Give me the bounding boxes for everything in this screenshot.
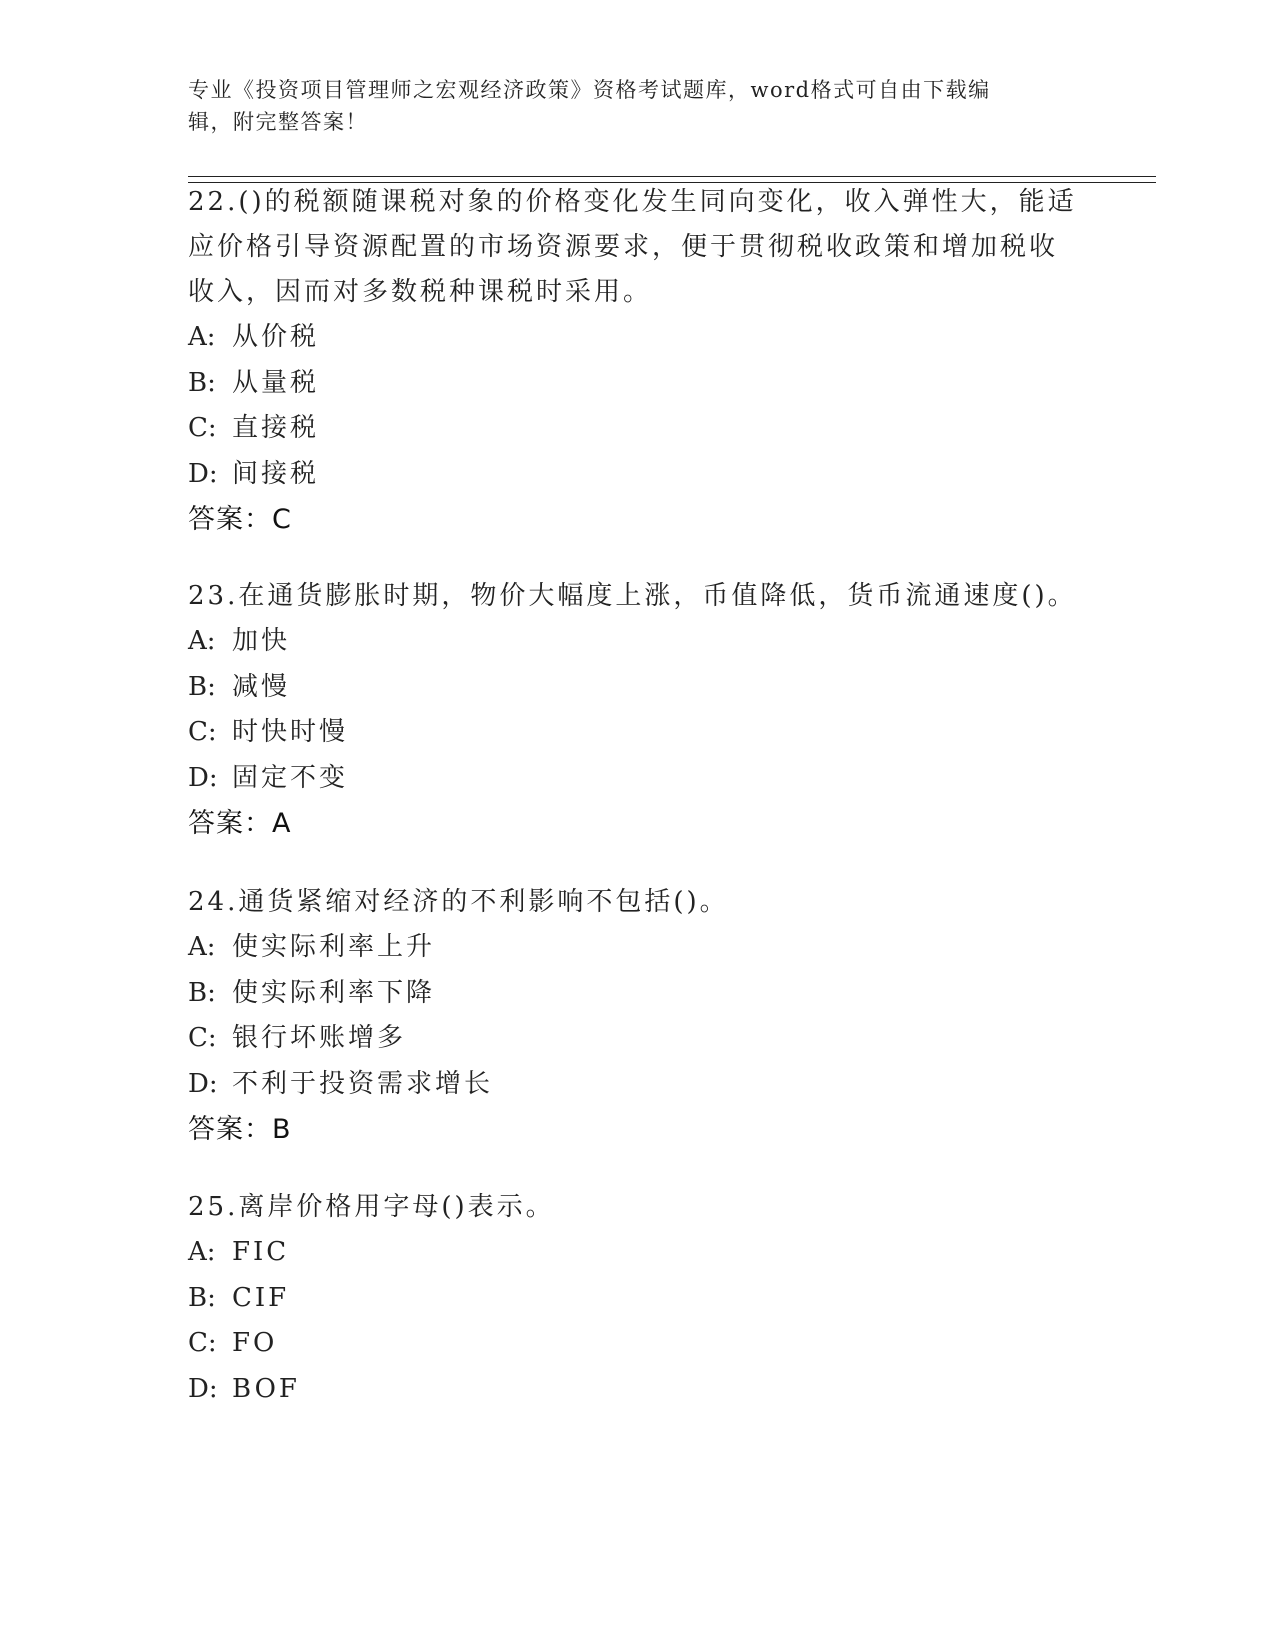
option-key: C: <box>188 413 217 443</box>
question-stem <box>188 1185 1088 1230</box>
option-d <box>188 1062 1088 1108</box>
option-c <box>188 1321 1088 1367</box>
answer-line: 答案：B <box>188 1114 292 1145</box>
option-text: 固定不变 <box>232 762 349 793</box>
option-key: B: <box>188 367 216 398</box>
option-text: 时快时慢 <box>232 717 349 747</box>
option-text: 银行坏账增多 <box>232 1023 407 1053</box>
option-text: 不利于投资需求增长 <box>232 1068 494 1099</box>
option-text: FIC <box>232 1237 290 1267</box>
option-text: 从量税 <box>232 367 320 398</box>
answer-line: 答案：A <box>188 808 292 839</box>
document-header <box>188 74 1068 138</box>
option-a <box>188 315 1088 361</box>
option-d <box>188 452 1088 498</box>
option-c <box>188 1016 1088 1062</box>
stem-line: 25.离岸价格用字母()表示。 <box>188 1192 555 1222</box>
stem-line: 23.在通货膨胀时期，物价大幅度上涨，币值降低，货币流通速度()。 <box>188 581 1077 611</box>
question-stem <box>188 574 1088 619</box>
option-text: 间接税 <box>232 458 320 489</box>
option-text: 减慢 <box>232 671 291 702</box>
option-b <box>188 665 1088 711</box>
option-key: D: <box>188 1373 218 1404</box>
stem-line: 应价格引导资源配置的市场资源要求，便于贯彻税收政策和增加税收 <box>188 232 1059 262</box>
option-key: A: <box>188 1237 216 1267</box>
option-key: B: <box>188 671 216 702</box>
option-text: 从价税 <box>232 322 320 352</box>
option-text: 使实际利率上升 <box>232 932 436 962</box>
option-text: CIF <box>232 1282 290 1313</box>
stem-line: 22.()的税额随课税对象的价格变化发生同向变化，收入弹性大，能适 <box>188 187 1077 217</box>
option-text: FO <box>232 1328 278 1358</box>
question-23 <box>188 574 1088 847</box>
option-text: BOF <box>232 1373 300 1404</box>
question-stem <box>188 180 1088 315</box>
option-c <box>188 406 1088 452</box>
question-24 <box>188 880 1088 1153</box>
option-a <box>188 619 1088 665</box>
option-text: 直接税 <box>232 413 320 443</box>
option-a <box>188 1230 1088 1276</box>
question-25 <box>188 1185 1088 1412</box>
option-d <box>188 1367 1088 1413</box>
option-key: D: <box>188 1068 218 1099</box>
option-text: 加快 <box>232 626 291 656</box>
option-b <box>188 971 1088 1017</box>
option-a <box>188 925 1088 971</box>
option-key: C: <box>188 1023 217 1053</box>
option-key: B: <box>188 977 216 1008</box>
option-key: B: <box>188 1282 216 1313</box>
option-text: 使实际利率下降 <box>232 977 436 1008</box>
question-stem <box>188 880 1088 925</box>
option-key: D: <box>188 762 218 793</box>
option-key: A: <box>188 932 216 962</box>
header-line-2: 辑，附完整答案！ <box>188 110 368 134</box>
option-b <box>188 361 1088 407</box>
option-key: A: <box>188 322 216 352</box>
option-key: A: <box>188 626 216 656</box>
question-22 <box>188 180 1088 543</box>
option-key: D: <box>188 458 218 489</box>
answer-line: 答案：C <box>188 504 292 535</box>
option-d <box>188 756 1088 802</box>
header-rule-top <box>188 176 1156 177</box>
option-key: C: <box>188 717 217 747</box>
option-key: C: <box>188 1328 217 1358</box>
option-c <box>188 710 1088 756</box>
stem-line: 24.通货紧缩对经济的不利影响不包括()。 <box>188 887 729 917</box>
option-b <box>188 1276 1088 1322</box>
header-line-1: 专业《投资项目管理师之宏观经济政策》资格考试题库，word格式可自由下载编 <box>188 78 991 102</box>
stem-line: 收入，因而对多数税种课税时采用。 <box>188 277 653 307</box>
